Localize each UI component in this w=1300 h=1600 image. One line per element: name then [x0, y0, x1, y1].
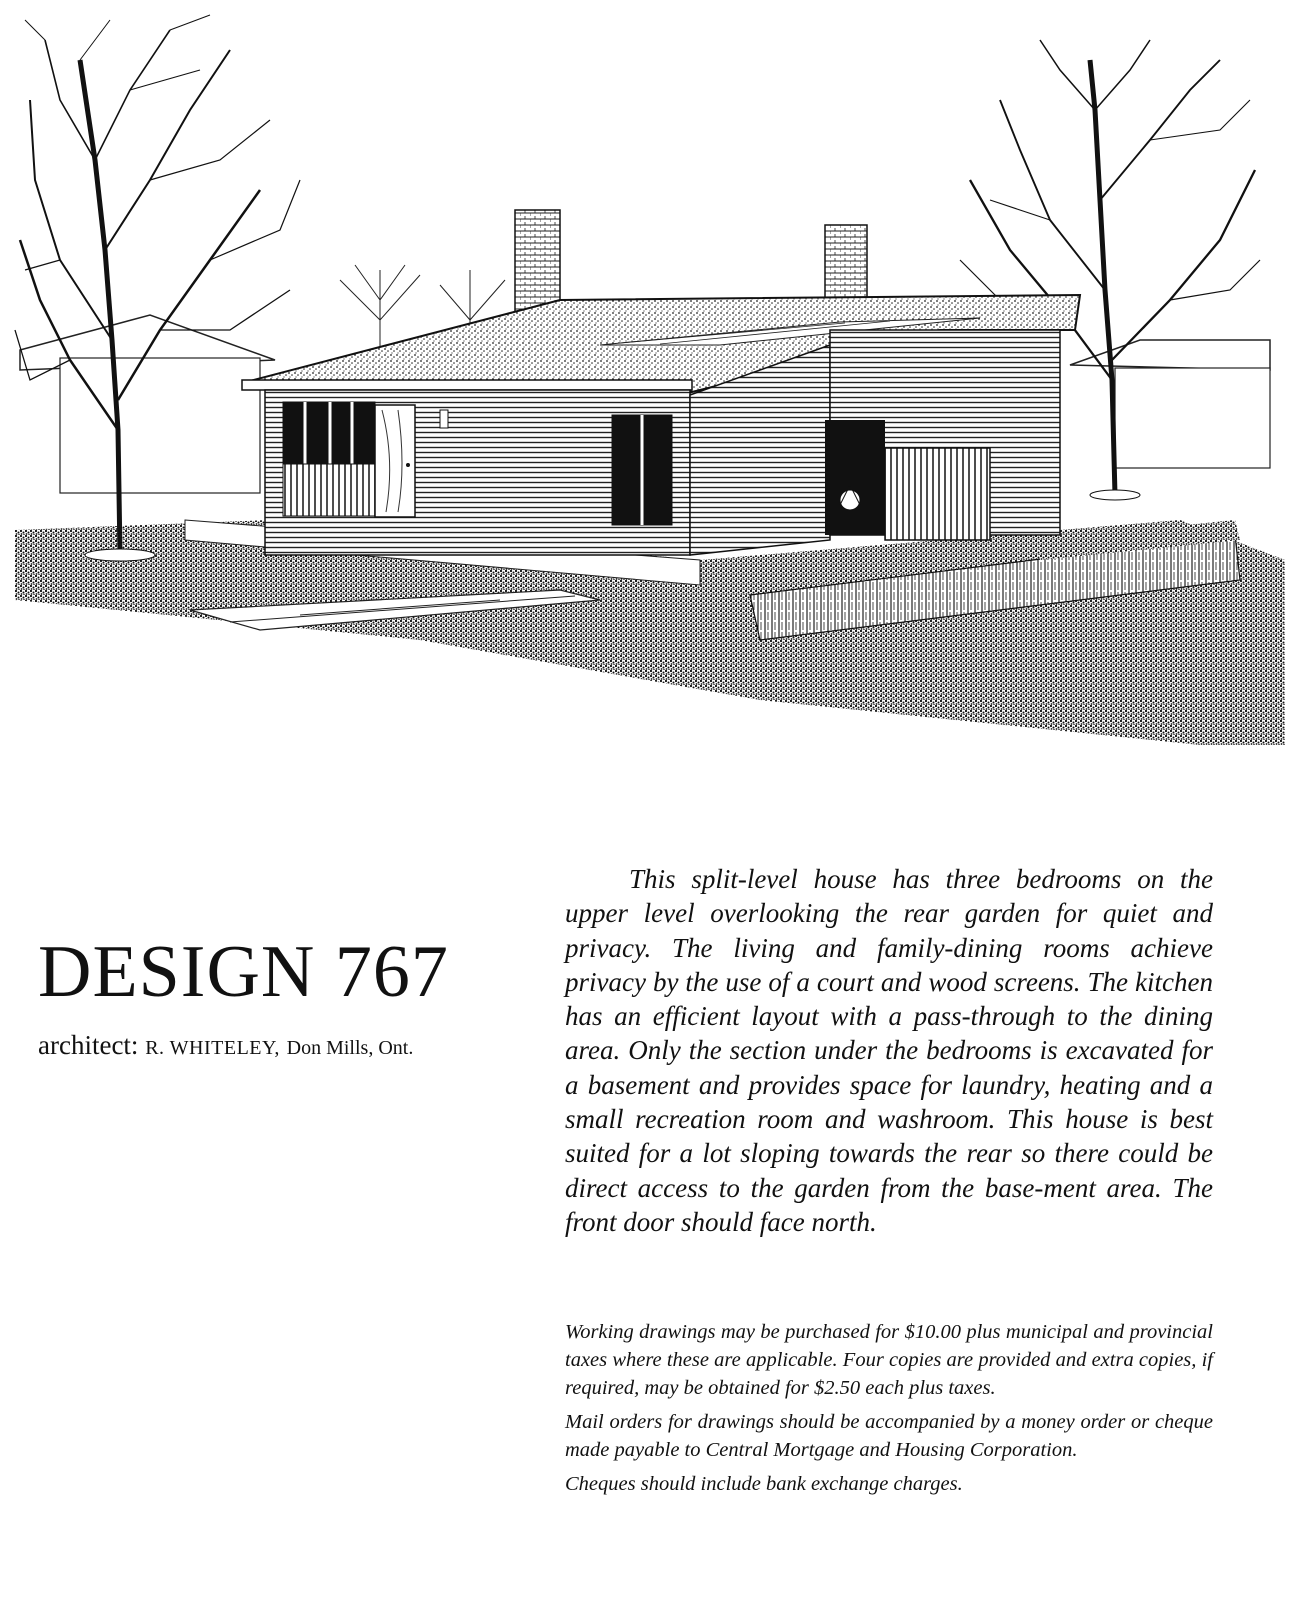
note-purchase: Working drawings may be purchased for $10.00 plus municipal and provincial taxes where these are applicable. Four copies are provided and extra copies, if required, may be obtained for $2.50 each plus taxes. [565, 1321, 1213, 1399]
note-mail-orders: Mail orders for drawings should be accompanied by a money order or cheque made payable to Central Mortgage and Housing Corporation. [565, 1411, 1213, 1461]
ordering-notes [565, 1318, 1213, 1504]
page-title: DESIGN 767 [38, 931, 449, 1013]
neighbour-house-left [20, 315, 275, 493]
house-illustration [0, 0, 1300, 780]
architect-location: Don Mills, Ont. [286, 1037, 414, 1059]
architect-label: architect: [38, 1030, 139, 1060]
neighbour-house-right [1070, 340, 1270, 468]
front-door [375, 405, 415, 517]
architect-name: R. WHITELEY, [145, 1037, 280, 1059]
wood-screen [885, 448, 990, 540]
design-description: This split-level house has three bedrooms on the upper level overlooking the rear garden for quiet and privacy. The living and family-dining rooms achieve privacy by the use of a court and wood screens. The kitchen has an efficient layout with a pass-through to the dining area. Only the section under the bedrooms is excavated for a basement and provides space for laundry, heating and a small recreation room and washroom. This house is best suited for a lot sloping towards the rear so there could be direct access to the garden from the base-ment area. The front door should face north. [565, 864, 1213, 1237]
note-cheques: Cheques should include bank exchange charges. [565, 1473, 963, 1495]
main-house [242, 210, 1080, 555]
architect-credit [38, 1030, 413, 1061]
